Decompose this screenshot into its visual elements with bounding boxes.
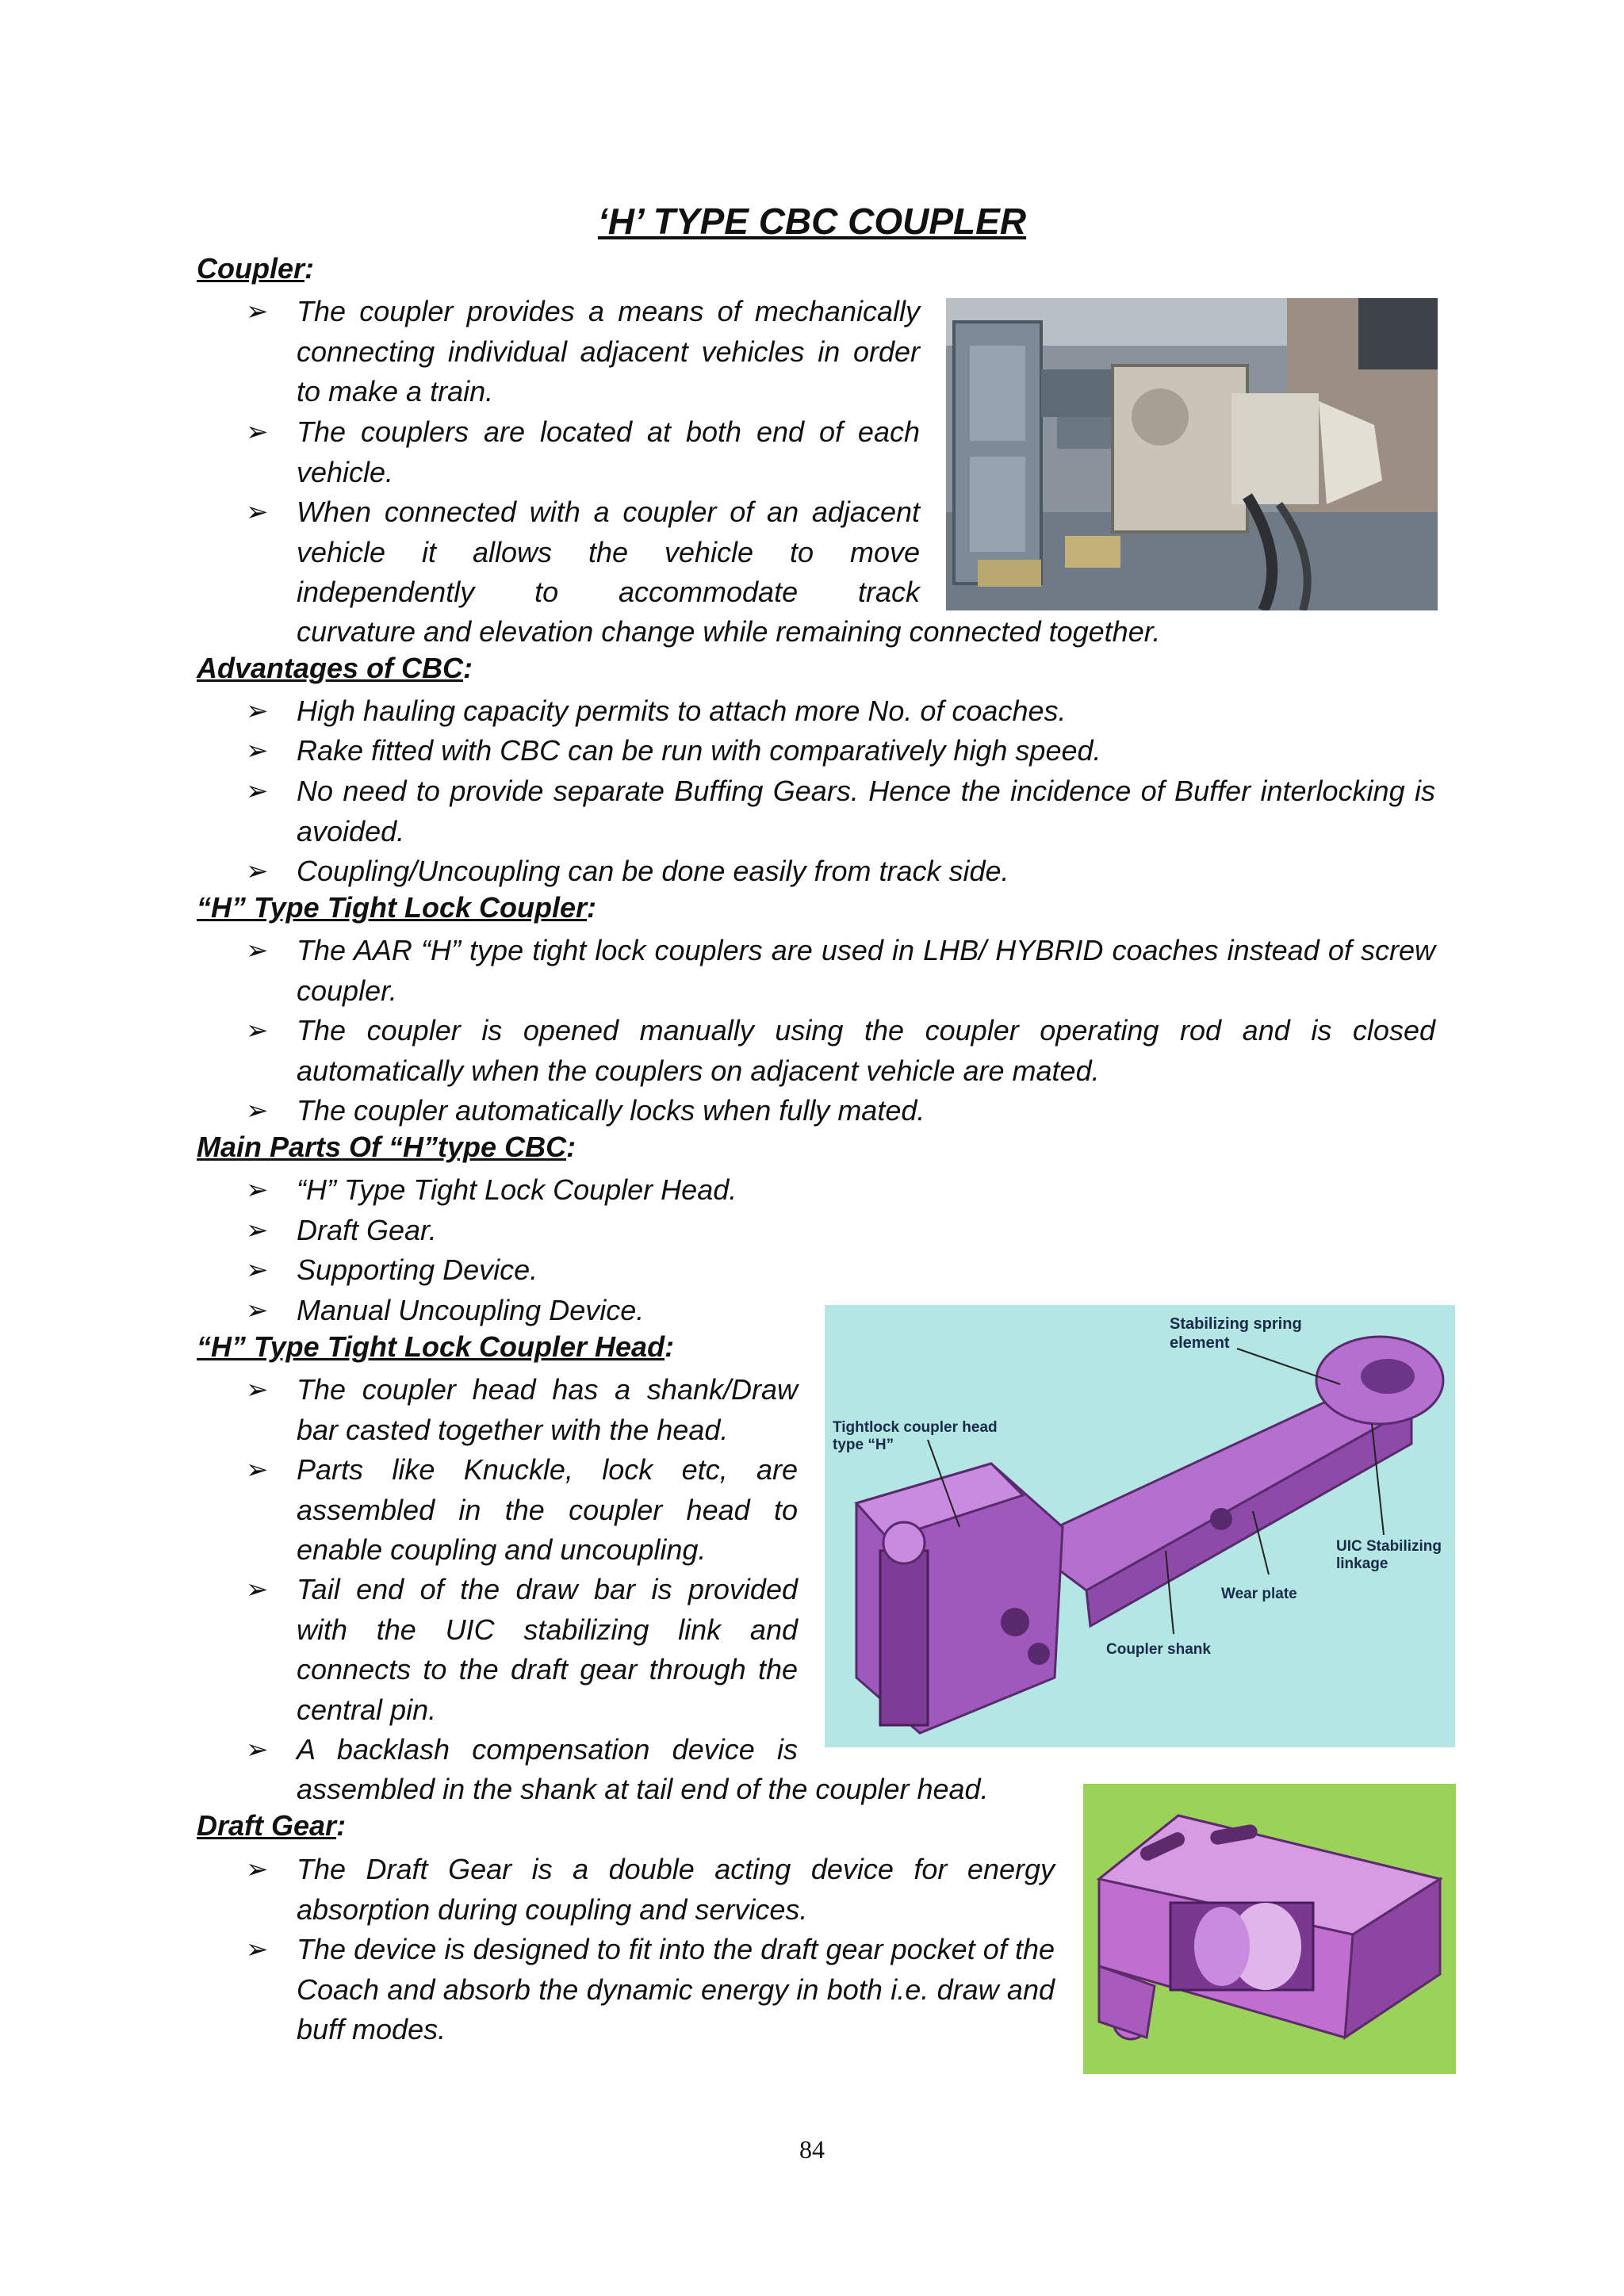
arrow-bullet-icon: ➢ — [246, 1735, 269, 1765]
coupler-head-diagram-image — [825, 1305, 1455, 1747]
label-uic-line1: UIC Stabilizing — [1336, 1538, 1442, 1555]
section-heading-draft-gear: Draft Gear: — [197, 1809, 347, 1842]
arrow-bullet-icon: ➢ — [246, 1255, 269, 1285]
coupler-photo — [946, 298, 1438, 610]
arrow-bullet-icon: ➢ — [246, 1175, 269, 1205]
section-heading-advantages: Advantages of CBC: — [197, 652, 473, 684]
coupler-head-diagram — [825, 1305, 1455, 1747]
document-page: ‘H’ TYPE CBC COUPLER Coupler: ➢ The coupler provides a means of mechanically connecting individual adjacent vehicles in order to make a train. ➢ The couplers are located at both end of each vehicle. ➢ When connected with a coupler of an adjacent vehicle it allows the vehicle to move independently to accommodate track curvature and elevation change while remaining connected together. Advantages of CBC: ➢ High hauling capacity permits to attach more No. of coaches. ➢ Rake fitted with CBC can be run with comparatively high speed. ➢ No need to provide separate Buffing Gears. Hence the incidence of Buffer interlocking is avoided. ➢ Coupling/Uncoupling can be done easily from track side. “H” Type Tight Lock Coupler: ➢ The AAR “H” type tight lock couplers are used in LHB/ HYBRID coaches instead of screw coupler. ➢ The coupler is opened manually using the coupler operating rod and is closed automatically when the couplers on adjacent vehicle are mated. ➢ The coupler automatically locks when fully mated. Main Parts Of “H”type CBC: ➢ “H” Type Tight Lock Coupler Head. ➢ Draft Gear. ➢ Supporting Device. ➢ Manual Uncoupling Device. “H” Type Tight Lock Coupler Head: ➢ The coupler head has a shank/Draw bar casted together with the head. ➢ Parts like Knuckle, lock etc, are assembled in the coupler head to enable coupling and uncoupling. ➢ Tail end of the draw bar is provided with the UIC stabilizing link and connects to the draft gear through the central pin. ➢ A backlash compensation device is assembled in the shank at tail end of the coupler head. Stabilizing spring element Tightlock coupler head type “H” UIC Stabilizing linkage Wear plate Coupler shank Draft Gear: ➢ The Draft Gear is a double acting device for energy absorption during coupling and services. ➢ The device is designed to fit into the draft gear pocket of the Coach and absorb the dynamic energy in both i.e. draw and buff modes. 84 — [0, 0, 1624, 2296]
arrow-bullet-icon: ➢ — [246, 1016, 269, 1046]
label-spring-line1: Stabilizing spring — [1170, 1315, 1302, 1333]
arrow-bullet-icon: ➢ — [246, 497, 269, 527]
draft-gear-image — [1083, 1784, 1456, 2074]
section-heading-coupler: Coupler: — [197, 252, 315, 285]
arrow-bullet-icon: ➢ — [246, 696, 269, 726]
arrow-bullet-icon: ➢ — [246, 776, 269, 806]
arrow-bullet-icon: ➢ — [246, 936, 269, 966]
arrow-bullet-icon: ➢ — [246, 1375, 269, 1405]
section-heading-main-parts: Main Parts Of “H”type CBC: — [197, 1131, 576, 1163]
coupler-photo-image — [946, 298, 1438, 610]
label-head-line1: Tightlock coupler head — [833, 1419, 998, 1436]
label-head-line2: type “H” — [833, 1437, 894, 1453]
label-wear-plate: Wear plate — [1221, 1586, 1297, 1602]
label-coupler-shank: Coupler shank — [1106, 1641, 1211, 1658]
label-spring-line2: element — [1170, 1334, 1230, 1352]
draft-gear-picture — [1083, 1784, 1456, 2074]
label-uic-line2: linkage — [1336, 1556, 1388, 1572]
arrow-bullet-icon: ➢ — [246, 856, 269, 886]
arrow-bullet-icon: ➢ — [246, 297, 269, 327]
section-heading-tight-lock: “H” Type Tight Lock Coupler: — [197, 891, 597, 924]
arrow-bullet-icon: ➢ — [246, 1295, 269, 1326]
arrow-bullet-icon: ➢ — [246, 1575, 269, 1605]
arrow-bullet-icon: ➢ — [246, 1455, 269, 1485]
page-number: 84 — [799, 2135, 825, 2164]
arrow-bullet-icon: ➢ — [246, 736, 269, 766]
arrow-bullet-icon: ➢ — [246, 1854, 269, 1885]
page-title: ‘H’ TYPE CBC COUPLER — [597, 201, 1027, 242]
arrow-bullet-icon: ➢ — [246, 417, 269, 447]
arrow-bullet-icon: ➢ — [246, 1096, 269, 1126]
arrow-bullet-icon: ➢ — [246, 1934, 269, 1965]
section-heading-coupler-head: “H” Type Tight Lock Coupler Head: — [197, 1330, 675, 1363]
arrow-bullet-icon: ➢ — [246, 1215, 269, 1246]
